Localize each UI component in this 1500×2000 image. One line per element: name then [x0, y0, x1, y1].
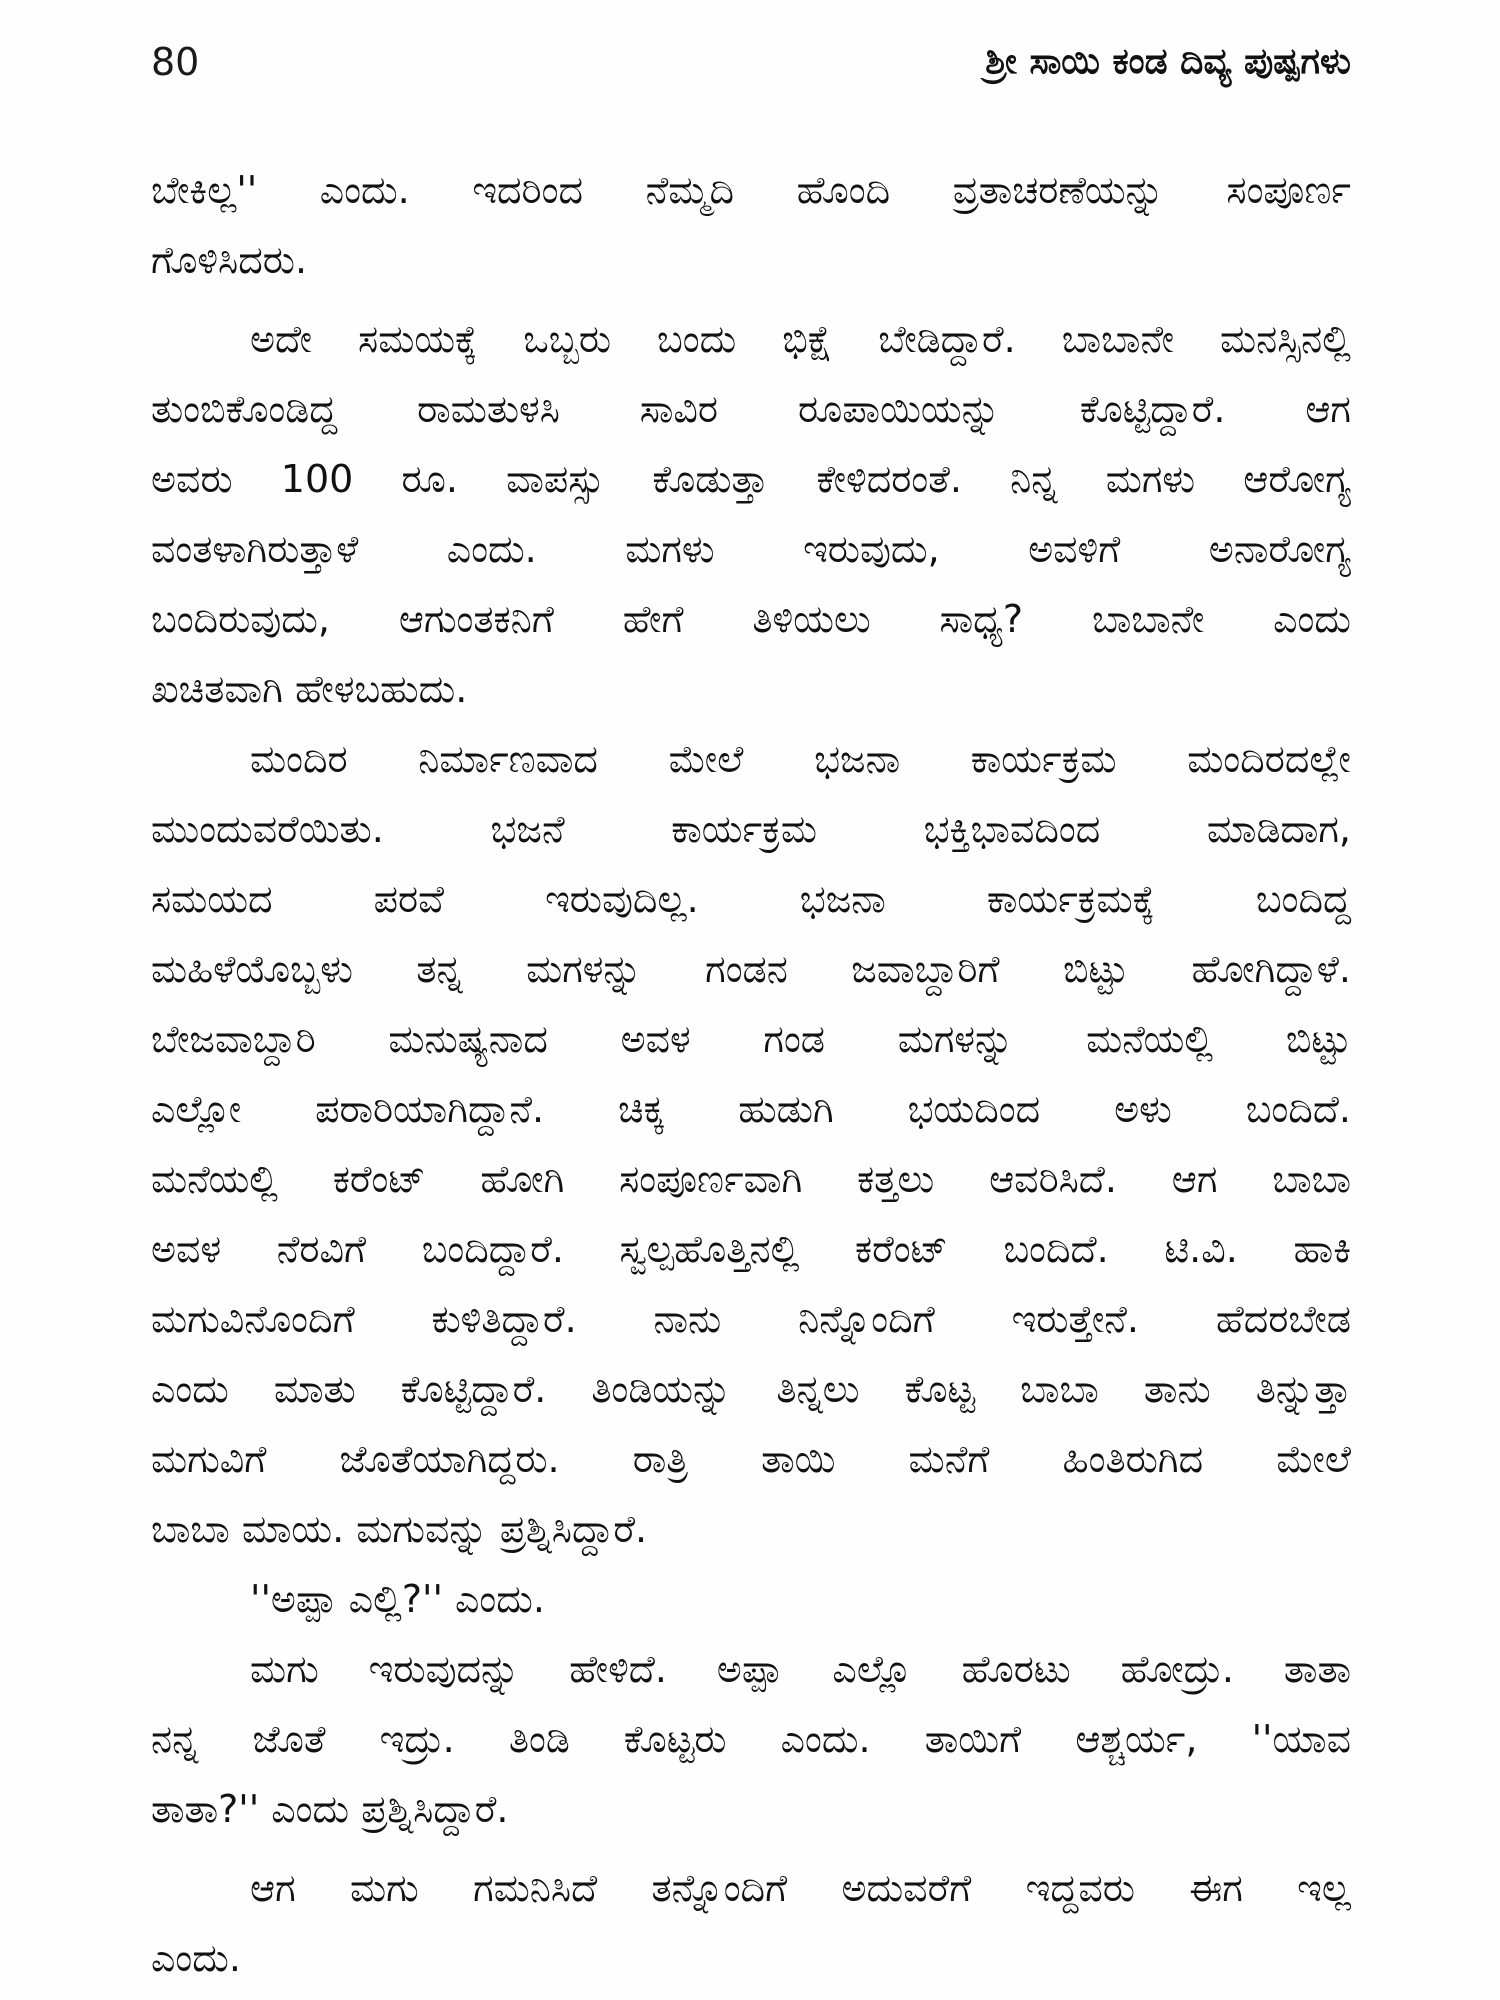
text-line: ಮನೆಯಲ್ಲಿ ಕರೆಂಟ್ ಹೋಗಿ ಸಂಪೂರ್ಣವಾಗಿ ಕತ್ತಲು ಆವರಿಸಿದೆ. ಆಗ ಬಾಬಾ: [151, 1157, 1351, 1201]
text-line: ಮಗುವಿಗೆ ಜೊತೆಯಾಗಿದ್ದರು. ರಾತ್ರಿ ತಾಯಿ ಮನೆಗೆ ಹಿಂತಿರುಗಿದ ಮೇಲೆ: [151, 1437, 1351, 1481]
text-line: ಮಗು ಇರುವುದನ್ನು ಹೇಳಿದೆ. ಅಪ್ಪಾ ಎಲ್ಲೊ ಹೊರಟು ಹೋದ್ರು. ತಾತಾ: [250, 1647, 1351, 1691]
text-line: ಮಹಿಳೆಯೊಬ್ಬಳು ತನ್ನ ಮಗಳನ್ನು ಗಂಡನ ಜವಾಬ್ದಾರಿಗೆ ಬಿಟ್ಟು ಹೋಗಿದ್ದಾಳೆ.: [151, 947, 1351, 991]
paragraph: [151, 155, 1351, 295]
running-title: ಶ್ರೀ ಸಾಯಿ ಕಂಡ ದಿವ್ಯ ಪುಷ್ಪಗಳು: [985, 41, 1351, 82]
paragraph: [151, 1564, 1351, 1634]
text-line: ನನ್ನ ಜೊತೆ ಇದ್ರು. ತಿಂಡಿ ಕೊಟ್ಟರು ಎಂದು. ತಾಯಿಗೆ ಆಶ್ಚರ್ಯ, ''ಯಾವ: [151, 1717, 1351, 1761]
text-line: ಸಮಯದ ಪರವೆ ಇರುವುದಿಲ್ಲ. ಭಜನಾ ಕಾರ್ಯಕ್ರಮಕ್ಕೆ ಬಂದಿದ್ದ: [151, 877, 1351, 921]
paragraph: [151, 724, 1351, 1564]
text-line: ಮಂದಿರ ನಿರ್ಮಾಣವಾದ ಮೇಲೆ ಭಜನಾ ಕಾರ್ಯಕ್ರಮ ಮಂದಿರದಲ್ಲೇ: [250, 737, 1351, 781]
text-line: ಆಗ ಮಗು ಗಮನಿಸಿದೆ ತನ್ನೊಂದಿಗೆ ಅದುವರೆಗೆ ಇದ್ದವರು ಈಗ ಇಲ್ಲ: [250, 1866, 1351, 1910]
paragraph: [151, 304, 1351, 724]
text-line: ಗೊಳಿಸಿದರು.: [151, 238, 308, 282]
text-line: ವಂತಳಾಗಿರುತ್ತಾಳೆ ಎಂದು. ಮಗಳು ಇರುವುದು, ಅವಳಿಗೆ ಅನಾರೋಗ್ಯ: [151, 527, 1351, 571]
page-number: 80: [151, 40, 200, 84]
text-line: ಬಾಬಾ ಮಾಯ. ಮಗುವನ್ನು ಪ್ರಶ್ನಿಸಿದ್ದಾರೆ.: [151, 1507, 648, 1551]
text-line: ಬೇಕಿಲ್ಲ'' ಎಂದು. ಇದರಿಂದ ನೆಮ್ಮದಿ ಹೊಂದಿ ವ್ರತಾಚರಣೆಯನ್ನು ಸಂಪೂರ್ಣ: [151, 168, 1351, 212]
text-line: ಬಂದಿರುವುದು, ಆಗುಂತಕನಿಗೆ ಹೇಗೆ ತಿಳಿಯಲು ಸಾಧ್ಯ? ಬಾಬಾನೇ ಎಂದು: [151, 597, 1351, 641]
paragraph: [151, 1634, 1351, 1844]
text-line: ಅವರು 100 ರೂ. ವಾಪಸ್ಸು ಕೊಡುತ್ತಾ ಕೇಳಿದರಂತೆ. ನಿನ್ನ ಮಗಳು ಆರೋಗ್ಯ: [151, 457, 1351, 501]
paragraph: [151, 1853, 1351, 1993]
text-line: ಮಗುವಿನೊಂದಿಗೆ ಕುಳಿತಿದ್ದಾರೆ. ನಾನು ನಿನ್ನೊಂದಿಗೆ ಇರುತ್ತೇನೆ. ಹೆದರಬೇಡ: [151, 1297, 1351, 1341]
text-line: ತಾತಾ?'' ಎಂದು ಪ್ರಶ್ನಿಸಿದ್ದಾರೆ.: [151, 1787, 509, 1831]
text-line: ''ಅಪ್ಪಾ ಎಲ್ಲಿ?'' ಎಂದು.: [250, 1577, 545, 1621]
text-line: ಎಂದು.: [151, 1936, 241, 1980]
text-line: ತುಂಬಿಕೊಂಡಿದ್ದ ರಾಮತುಳಸಿ ಸಾವಿರ ರೂಪಾಯಿಯನ್ನು ಕೊಟ್ಟಿದ್ದಾರೆ. ಆಗ: [151, 387, 1351, 431]
body-text: [151, 155, 1351, 1993]
text-line: ಅದೇ ಸಮಯಕ್ಕೆ ಒಬ್ಬರು ಬಂದು ಭಿಕ್ಷೆ ಬೇಡಿದ್ದಾರೆ. ಬಾಬಾನೇ ಮನಸ್ಸಿನಲ್ಲಿ: [250, 317, 1351, 361]
text-line: ಖಚಿತವಾಗಿ ಹೇಳಬಹುದು.: [151, 667, 468, 711]
text-line: ಮುಂದುವರೆಯಿತು. ಭಜನೆ ಕಾರ್ಯಕ್ರಮ ಭಕ್ತಿಭಾವದಿಂದ ಮಾಡಿದಾಗ,: [151, 807, 1351, 851]
text-line: ಅವಳ ನೆರವಿಗೆ ಬಂದಿದ್ದಾರೆ. ಸ್ವಲ್ಪಹೊತ್ತಿನಲ್ಲಿ ಕರೆಂಟ್ ಬಂದಿದೆ. ಟಿ.ವಿ. ಹಾಕಿ: [151, 1227, 1351, 1271]
text-line: ಎಂದು ಮಾತು ಕೊಟ್ಟಿದ್ದಾರೆ. ತಿಂಡಿಯನ್ನು ತಿನ್ನಲು ಕೊಟ್ಟ ಬಾಬಾ ತಾನು ತಿನ್ನುತ್ತಾ: [151, 1367, 1351, 1411]
page-header: [151, 34, 1351, 90]
text-line: ಬೇಜವಾಬ್ದಾರಿ ಮನುಷ್ಯನಾದ ಅವಳ ಗಂಡ ಮಗಳನ್ನು ಮನೆಯಲ್ಲಿ ಬಿಟ್ಟು: [151, 1017, 1351, 1061]
text-line: ಎಲ್ಲೋ ಪರಾರಿಯಾಗಿದ್ದಾನೆ. ಚಿಕ್ಕ ಹುಡುಗಿ ಭಯದಿಂದ ಅಳು ಬಂದಿದೆ.: [151, 1087, 1351, 1131]
